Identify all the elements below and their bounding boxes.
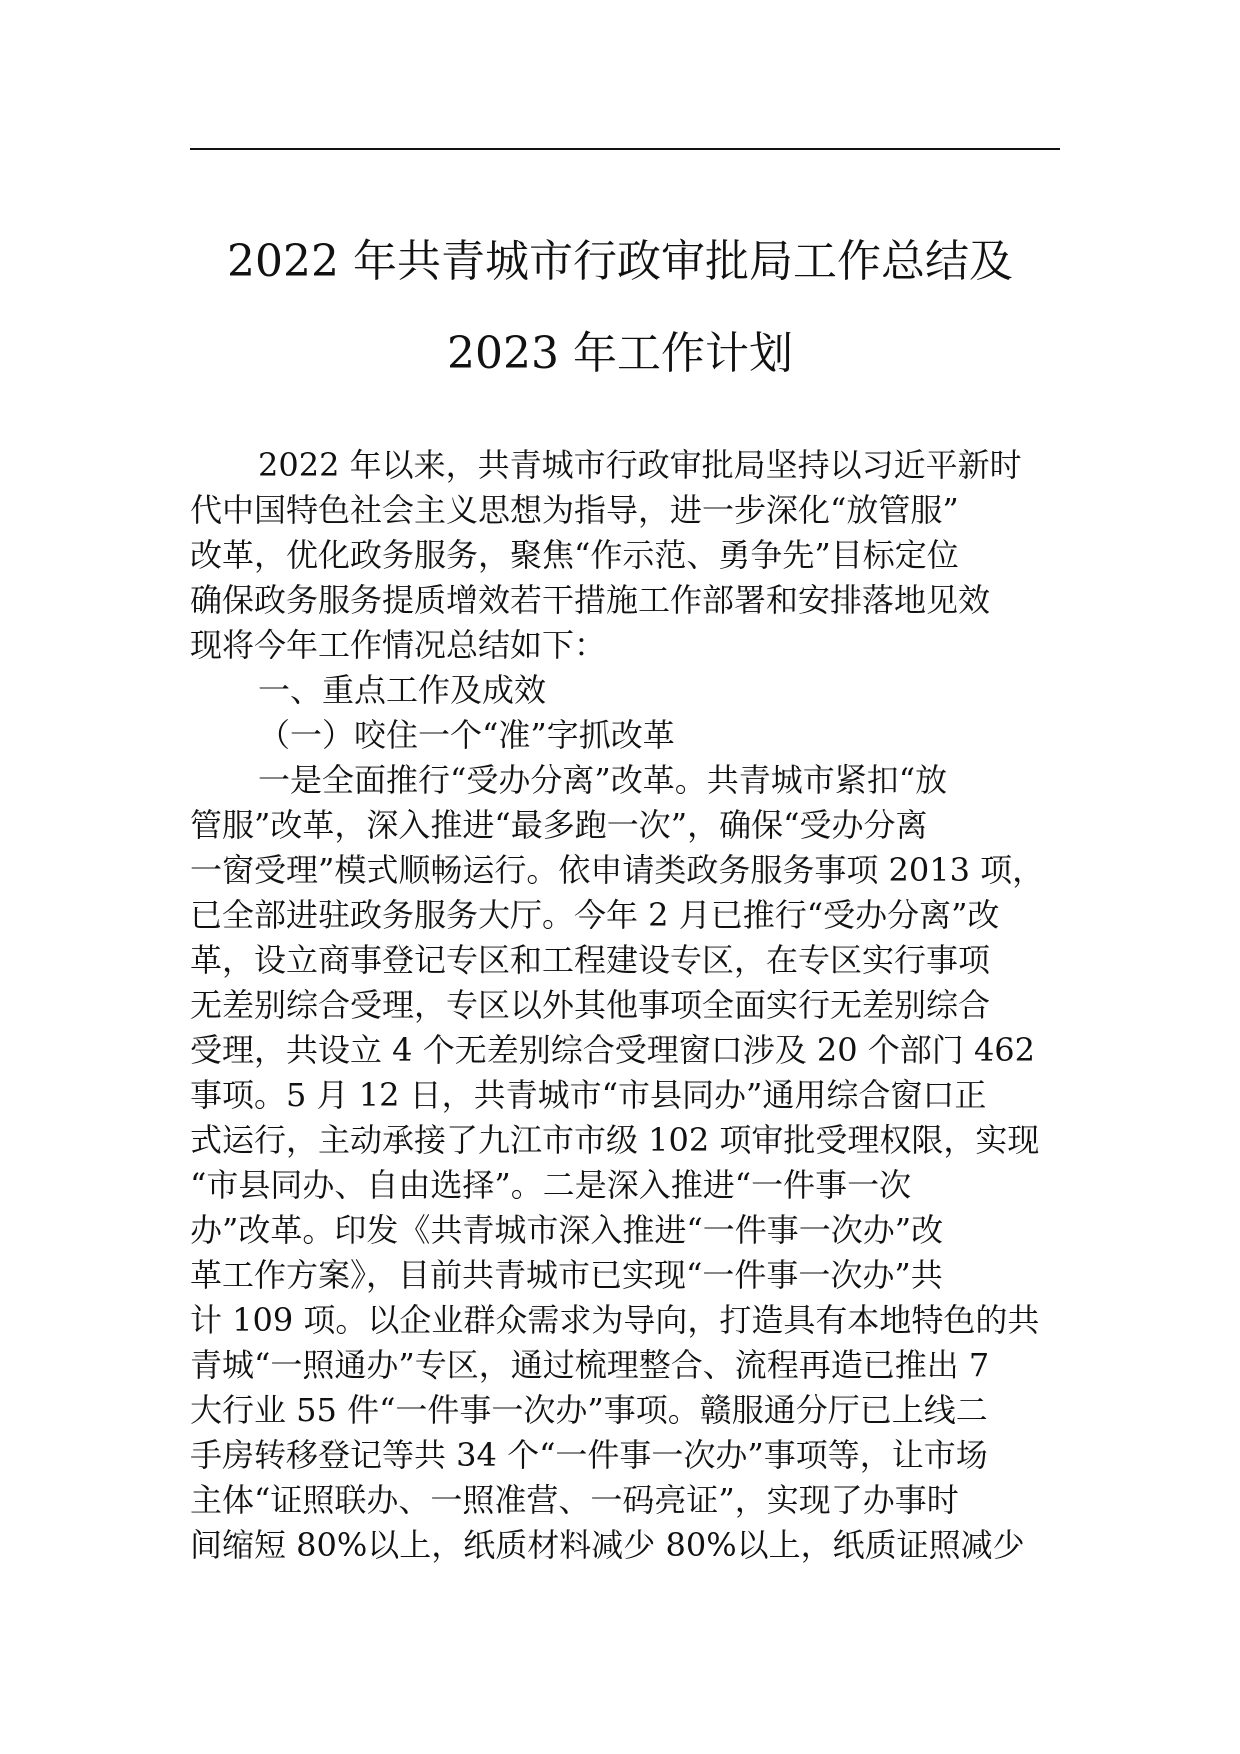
paragraph-line: 代中国特色社会主义思想为指导，进一步深化“放管服” (190, 491, 959, 529)
paragraph-line: 主体“证照联办、一照准营、一码亮证”，实现了办事时 (190, 1481, 959, 1519)
paragraph-line: 间缩短 80%以上，纸质材料减少 80%以上，纸质证照减少 (190, 1526, 1025, 1564)
paragraph-line: 手房转移登记等共 34 个“一件事一次办”事项等，让市场 (190, 1436, 988, 1474)
document-body (190, 443, 1070, 1568)
paragraph-line: 计 109 项。以企业群众需求为导向，打造具有本地特色的共 (190, 1301, 1040, 1339)
paragraph-line: 一是全面推行“受办分离”改革。共青城市紧扣“放 (258, 761, 948, 799)
paragraph-line: 改革，优化政务服务，聚焦“作示范、勇争先”目标定位 (190, 536, 959, 574)
paragraph-line: “市县同办、自由选择”。二是深入推进“一件事一次 (190, 1166, 912, 1204)
paragraph-line: 已全部进驻政务服务大厅。今年 2 月已推行“受办分离”改 (190, 896, 1000, 934)
paragraph-line: 受理，共设立 4 个无差别综合受理窗口涉及 20 个部门 462 (190, 1031, 1036, 1069)
paragraph-line: 办”改革。印发《共青城市深入推进“一件事一次办”改 (190, 1211, 944, 1249)
paragraph-line: 事项。5 月 12 日，共青城市“市县同办”通用综合窗口正 (190, 1076, 987, 1114)
header-rule (190, 148, 1060, 150)
section-heading: 一、重点工作及成效 (258, 671, 547, 709)
paragraph-line: 革工作方案》，目前共青城市已实现“一件事一次办”共 (190, 1256, 943, 1294)
paragraph-line: 无差别综合受理，专区以外其他事项全面实行无差别综合 (190, 986, 991, 1024)
paragraph-line: 2022 年以来，共青城市行政审批局坚持以习近平新时 (258, 446, 1022, 484)
document-title-line-1: 2022 年共青城市行政审批局工作总结及 (227, 236, 1013, 287)
paragraph-line: 大行业 55 件“一件事一次办”事项。赣服通分厅已上线二 (190, 1391, 988, 1429)
paragraph-line: 青城“一照通办”专区，通过梳理整合、流程再造已推出 7 (190, 1346, 990, 1384)
paragraph-line: 确保政务服务提质增效若干措施工作部署和安排落地见效 (190, 581, 991, 619)
subsection-heading: （一）咬住一个“准”字抓改革 (258, 716, 675, 754)
paragraph-line: 现将今年工作情况总结如下： (190, 626, 607, 664)
paragraph-line: 一窗受理”模式顺畅运行。依申请类政务服务事项 2013 项， (190, 851, 1045, 889)
paragraph-line: 管服”改革，深入推进“最多跑一次”，确保“受办分离 (190, 806, 928, 844)
document-title-line-2: 2023 年工作计划 (447, 328, 793, 379)
paragraph-line: 式运行，主动承接了九江市市级 102 项审批受理权限，实现 (190, 1121, 1040, 1159)
paragraph-line: 革，设立商事登记专区和工程建设专区，在专区实行事项 (190, 941, 991, 979)
